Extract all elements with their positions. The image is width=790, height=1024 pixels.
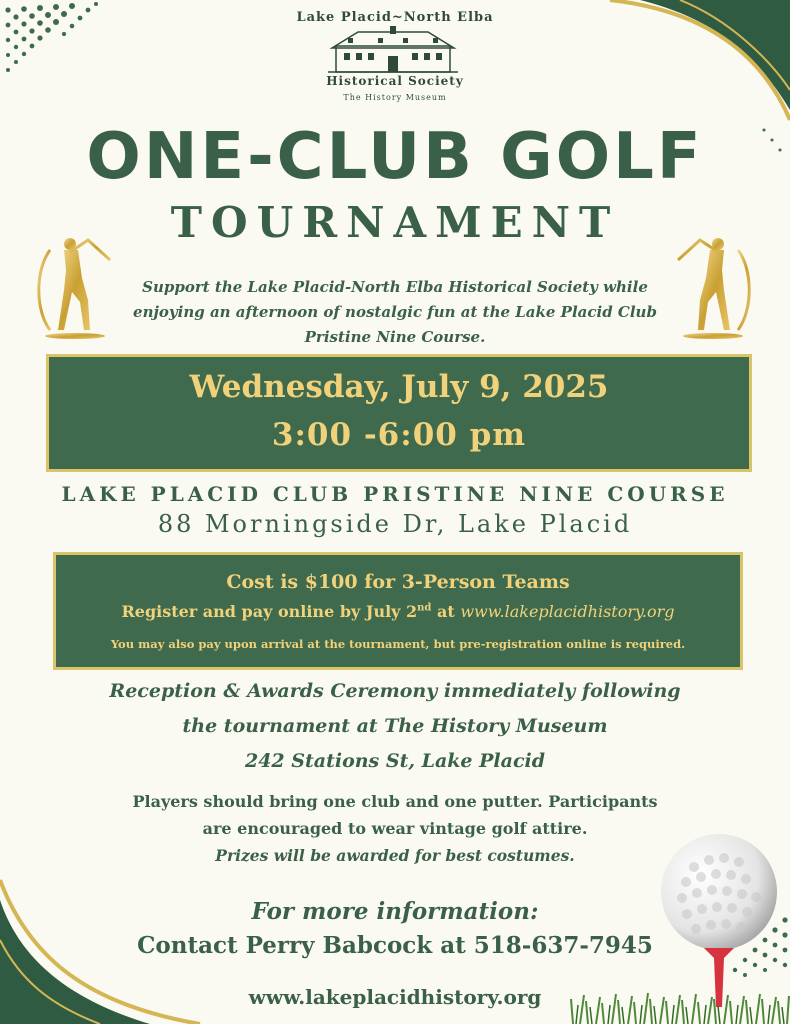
reception-line-1: Reception & Awards Ceremony immediately following	[109, 680, 681, 702]
reception-address: 242 Stations St, Lake Placid	[244, 750, 546, 772]
venue-address: 88 Morningside Dr, Lake Placid	[157, 510, 633, 538]
prizes-line: Prizes will be awarded for best costumes.	[215, 846, 575, 865]
contact-heading: For more information:	[251, 898, 539, 925]
logo-middle-text: Historical Society	[326, 74, 464, 88]
contact-line: Contact Perry Babcock at 518-637-7945	[137, 932, 653, 959]
register-date-suffix: nd	[417, 602, 432, 614]
website-link[interactable]: www.lakeplacidhistory.org	[248, 985, 542, 1009]
event-time: 3:00 -6:00 pm	[271, 417, 527, 453]
cost-box	[53, 552, 743, 670]
players-line-1: Players should bring one club and one putter. Participants	[132, 792, 658, 811]
venue-name: LAKE PLACID CLUB PRISTINE NINE COURSE	[61, 482, 729, 506]
gold-golfer-left-icon	[30, 230, 120, 345]
logo-top-text: Lake Placid~North Elba	[296, 10, 494, 25]
payment-note: You may also pay upon arrival at the tournament, but pre-registration online is required.	[110, 637, 686, 651]
date-time-box	[46, 354, 752, 472]
page-subtitle: TOURNAMENT	[170, 198, 620, 247]
gold-golfer-right-icon	[668, 230, 758, 345]
register-text: Register and pay online by July 2	[121, 602, 418, 621]
museum-building-icon	[318, 26, 468, 76]
players-line-2: are encouraged to wear vintage golf attire.	[202, 819, 588, 838]
intro-text: Support the Lake Placid-North Elba Historical Society while enjoying an afternoon of nostalgic fun at the Lake Placid Club Pristine Nine Course.	[133, 278, 657, 346]
cost-line: Cost is $100 for 3-Person Teams	[226, 571, 570, 593]
grass-decoration	[568, 985, 790, 1024]
logo-bottom-text: The History Museum	[343, 93, 447, 102]
page-title: ONE-CLUB GOLF	[86, 120, 704, 194]
event-date: Wednesday, July 9, 2025	[189, 369, 609, 405]
register-website-link[interactable]: www.lakeplacidhistory.org	[460, 602, 675, 621]
register-line	[56, 602, 740, 621]
reception-line-2: the tournament at The History Museum	[182, 715, 608, 737]
register-connector: at	[431, 602, 461, 621]
